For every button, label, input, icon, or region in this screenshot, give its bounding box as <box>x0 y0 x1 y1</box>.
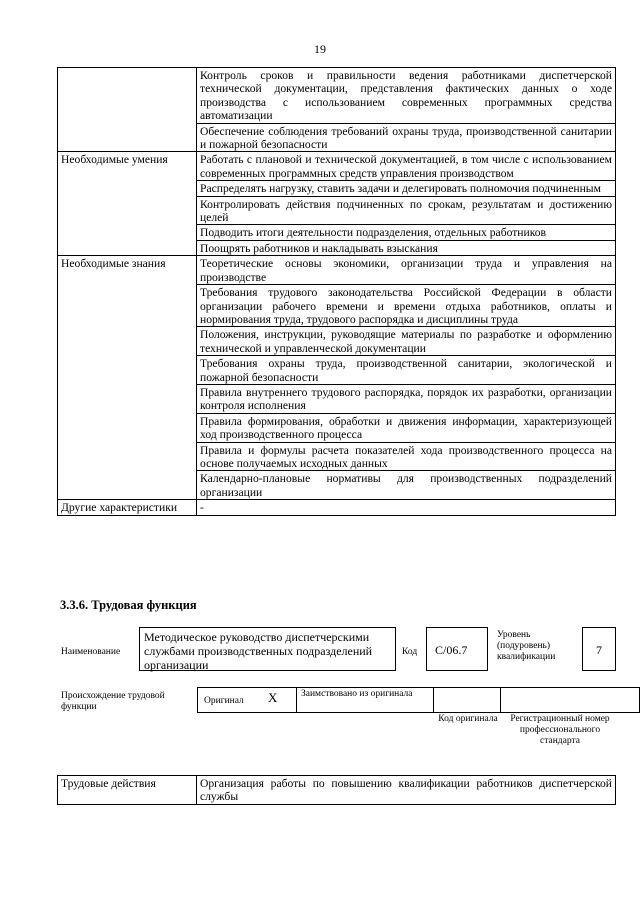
labor-actions-table <box>57 775 616 805</box>
row-value: Обеспечение соблюдения требований охраны труда, производственной санитарии и пожарной безопасности <box>197 123 616 152</box>
row-key: Необходимые умения <box>58 152 197 256</box>
row-value: Подводить итоги деятельности подразделения, отдельных работников <box>197 225 616 240</box>
code-value: С/06.7 <box>426 627 488 671</box>
row-value: Поощрять работников и накладывать взыскания <box>197 240 616 255</box>
borrowed-cell: Заимствовано из оригинала <box>296 687 434 713</box>
row-value: Требования охраны труда, производственной санитарии, экологической и пожарной безопасности <box>197 356 616 385</box>
row-value: Правила и формулы расчета показателей хода производственного процесса на основе получаемых исходных данных <box>197 442 616 471</box>
labor-actions-value: Организация работы по повышению квалификации работников диспетчерской службы <box>197 776 616 805</box>
row-value: Требования трудового законодательства Российской Федерации в области организации рабочего времени и времени отдыха работников, оплаты и нормирования труда, трудового распорядка и дисциплины труда <box>197 285 616 327</box>
reg-caption: Регистрационный номер профессионального стандарта <box>510 714 610 746</box>
section-heading: 3.3.6. Трудовая функция <box>60 598 197 612</box>
level-label: Уровень (подуровень) квалификации <box>497 630 556 662</box>
row-key <box>58 68 197 152</box>
origin-label: Происхождение трудовой функции <box>61 691 165 712</box>
row-value: - <box>197 500 616 515</box>
row-key: Необходимые знания <box>58 256 197 500</box>
row-value: Календарно-плановые нормативы для производственных подразделений организации <box>197 471 616 500</box>
code-label: Код <box>402 647 418 657</box>
function-name: Методическое руководство диспетчерскими службами производственных подразделений организации <box>139 627 396 671</box>
row-value: Теоретические основы экономики, организации труда и управления на производстве <box>197 256 616 285</box>
original-label: Оригинал <box>204 696 244 706</box>
row-value: Работать с плановой и технической документацией, в том числе с использованием современных программных средств управления производством <box>197 152 616 181</box>
table-row <box>58 500 616 515</box>
level-value: 7 <box>582 627 616 671</box>
page-number: 19 <box>314 42 326 56</box>
row-value: Правила формирования, обработки и движения информации, характеризующей ход производственного процесса <box>197 413 616 442</box>
row-value: Правила внутреннего трудового распорядка, порядок их разработки, организации контроля исполнения <box>197 384 616 413</box>
reg-number-cell <box>500 687 640 713</box>
row-value: Положения, инструкции, руководящие материалы по разработке и оформлению технической и управленческой документации <box>197 327 616 356</box>
original-mark: X <box>268 690 278 705</box>
labor-actions-key: Трудовые действия <box>58 776 197 805</box>
original-cell <box>197 687 297 713</box>
table-row <box>58 256 616 285</box>
table-row <box>58 152 616 181</box>
requirements-table <box>57 67 616 516</box>
name-label: Наименование <box>61 647 121 657</box>
row-value: Распределять нагрузку, ставить задачи и делегировать полномочия подчиненным <box>197 181 616 196</box>
row-value: Контролировать действия подчиненных по срокам, результатам и достижению целей <box>197 196 616 225</box>
row-value: Контроль сроков и правильности ведения работниками диспетчерской технической документации, представления фактических данных о ходе производства с использованием современных программных средства автоматизации <box>197 68 616 124</box>
row-key: Другие характеристики <box>58 500 197 515</box>
table-row <box>58 68 616 124</box>
orig-code-cell <box>433 687 501 713</box>
orig-code-caption: Код оригинала <box>438 714 498 724</box>
